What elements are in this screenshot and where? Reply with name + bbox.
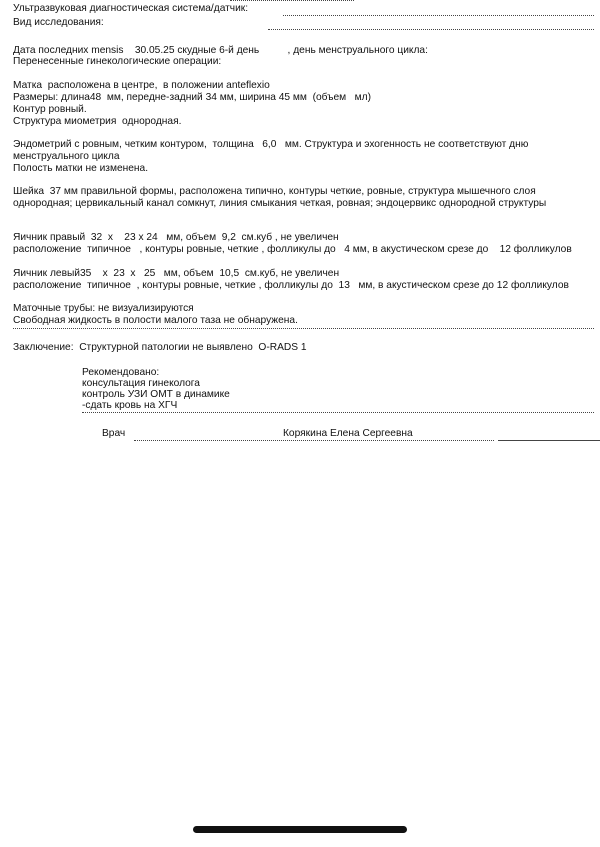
device-dotted-line [283,15,594,16]
uterus-position: Матка расположена в центре, в положении anteflexio [13,80,270,91]
doctor-label: Врач [102,428,126,439]
endometrium-line1: Эндометрий с ровным, четким контуром, толщина 6,0 мм. Структура и эхогенность не соответствуют дню [13,139,529,150]
device-label: Ультразвуковая диагностическая система/датчик: [13,3,249,14]
recommendations-title: Рекомендовано: [82,367,160,378]
doctor-dotted-line [134,440,494,441]
endometrium-line3: Полость матки не изменена. [13,163,149,174]
tubes-line: Маточные трубы: не визуализируются [13,303,194,314]
signature-line [498,440,600,441]
section-dotted-line [13,328,594,329]
recommendation-item: консультация гинеколога [82,378,200,389]
top-dotted-line [230,0,354,1]
cervix-line2: однородная; цервикальный канал сомкнут, линия смыкания четкая, ровная; эндоцервикс однородной структуры [13,198,547,209]
right-ovary-line1: Яичник правый 32 х 23 х 24 мм, объем 9,2 см.куб , не увеличен [13,232,339,243]
free-fluid-line: Свободная жидкость в полости малого таза не обнаружена. [13,315,298,326]
myometrium-structure: Структура миометрия однородная. [13,116,182,127]
recommendation-item: -сдать кровь на ХГЧ [82,400,178,411]
recommendations-dotted-line [82,412,594,413]
left-ovary-line1: Яичник левый35 х 23 х 25 мм, объем 10,5 см.куб, не увеличен [13,268,340,279]
doctor-name: Корякина Елена Сергеевна [283,428,413,439]
endometrium-line2: менструального цикла [13,151,120,162]
right-ovary-line2: расположение типичное , контуры ровные, четкие , фолликулы до 4 мм, в акустическом срезе до 12 фолликулов [13,244,572,255]
study-label: Вид исследования: [13,17,104,28]
operations-line: Перенесенные гинекологические операции: [13,56,222,67]
uterus-size: Размеры: длина48 мм, передне-задний 34 мм, ширина 45 мм (объем мл) [13,92,371,103]
recommendation-item: контроль УЗИ ОМТ в динамике [82,389,230,400]
home-indicator[interactable] [193,826,407,833]
left-ovary-line2: расположение типичное , контуры ровные, четкие , фолликулы до 13 мм, в акустическом срезе до 12 фолликулов [13,280,569,291]
uterus-contour: Контур ровный. [13,104,87,115]
study-dotted-line [268,29,594,30]
cervix-line1: Шейка 37 мм правильной формы, расположена типично, контуры четкие, ровные, структура мышечного слоя [13,186,536,197]
conclusion: Заключение: Структурной патологии не выявлено O-RADS 1 [13,342,307,353]
menses-line: Дата последних mensis 30.05.25 скудные 6-й день , день менструального цикла: [13,45,428,56]
